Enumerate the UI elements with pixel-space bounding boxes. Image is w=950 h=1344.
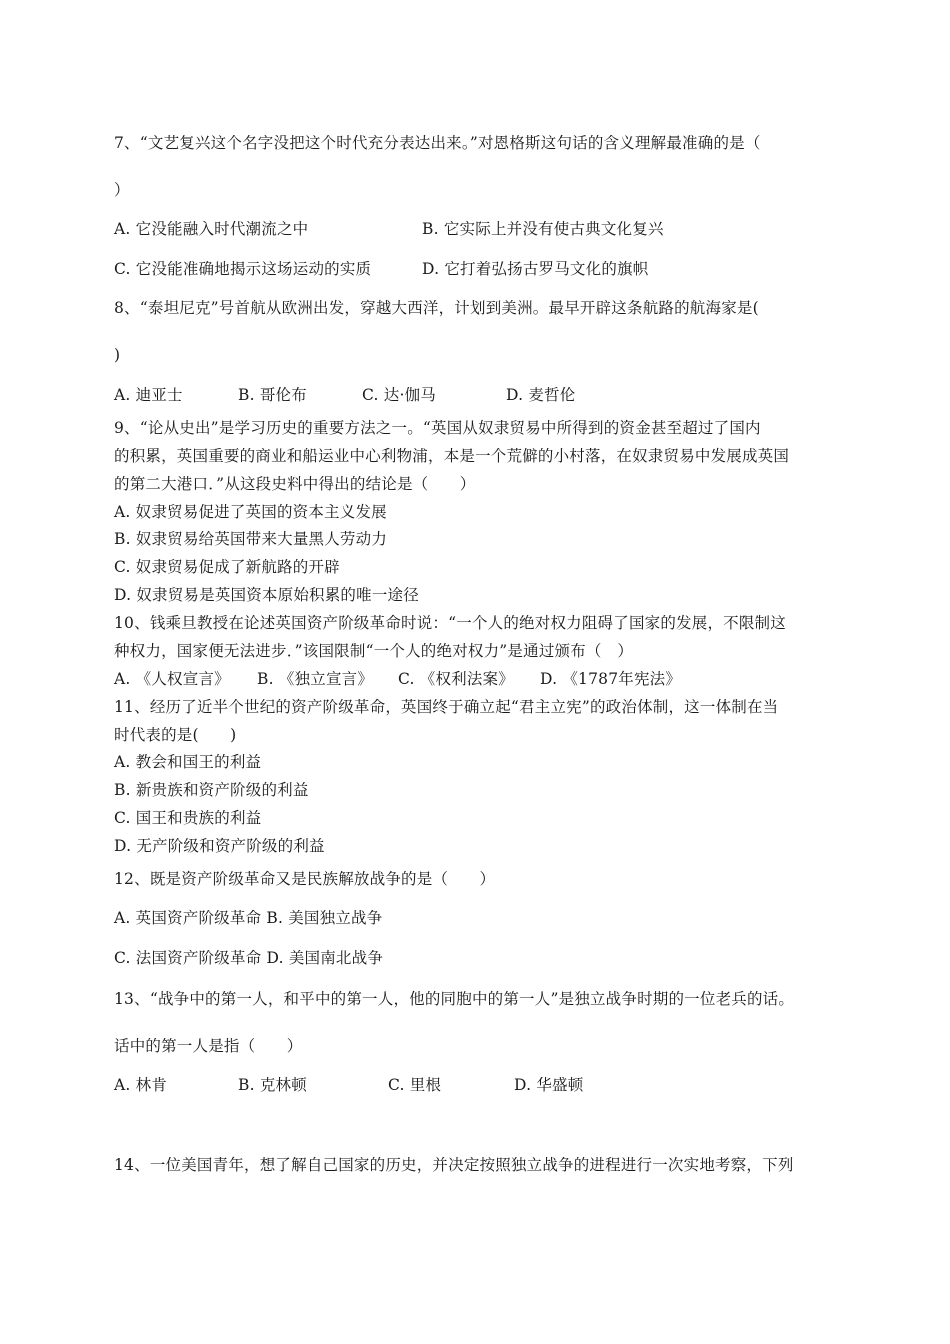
q8-option-a: A. 迪亚士 <box>114 386 183 404</box>
q7-paren: ） <box>114 181 130 199</box>
q10-line-2: 种权力，国家便无法进步．”该国限制“一个人的绝对权力”是通过颁布（ ） <box>114 642 634 660</box>
q13-option-b: B. 克林顿 <box>238 1076 307 1094</box>
q9-option-d: D. 奴隶贸易是英国资本原始积累的唯一途径 <box>114 586 419 604</box>
q9-line-3: 的第二大港口．”从这段史料中得出的结论是（ ） <box>114 475 476 493</box>
q10-option-d: D. 《1787年宪法》 <box>540 670 682 688</box>
q11-option-c: C. 国王和贵族的利益 <box>114 809 262 827</box>
q13-option-c: C. 里根 <box>388 1076 442 1094</box>
q11-option-d: D. 无产阶级和资产阶级的利益 <box>114 837 325 855</box>
q10-option-c: C. 《权利法案》 <box>398 670 514 688</box>
q13-line-1: 13、“战争中的第一人，和平中的第一人，他的同胞中的第一人”是独立战争时期的一位老兵的话。 <box>114 990 795 1008</box>
q8-paren: ) <box>114 346 121 364</box>
q13-option-d: D. 华盛顿 <box>514 1076 584 1094</box>
q7-option-d: D. 它打着弘扬古罗马文化的旗帜 <box>422 260 649 278</box>
q10-option-b: B. 《独立宣言》 <box>257 670 374 688</box>
q11-option-b: B. 新贵族和资产阶级的利益 <box>114 781 309 799</box>
q14-line-1: 14、一位美国青年，想了解自己国家的历史，并决定按照独立战争的进程进行一次实地考察，下列 <box>114 1156 794 1174</box>
q8-option-c: C. 达·伽马 <box>362 386 436 404</box>
q12-options-ab: A. 英国资产阶级革命 B. 美国独立战争 <box>114 909 383 927</box>
q7-option-a: A. 它没能融入时代潮流之中 <box>114 220 309 238</box>
q13-line-2: 话中的第一人是指（ ） <box>114 1037 303 1055</box>
q7-stem: 7、“文艺复兴这个名字没把这个时代充分表达出来。”对恩格斯这句话的含义理解最准确的是（ <box>114 134 761 152</box>
q9-option-b: B. 奴隶贸易给英国带来大量黑人劳动力 <box>114 530 388 548</box>
q9-line-1: 9、“论从史出”是学习历史的重要方法之一。“英国从奴隶贸易中所得到的资金甚至超过了国内 <box>114 419 761 437</box>
q7-option-b: B. 它实际上并没有使古典文化复兴 <box>422 220 664 238</box>
q9-line-2: 的积累，英国重要的商业和船运业中心利物浦，本是一个荒僻的小村落，在奴隶贸易中发展成英国 <box>114 447 790 465</box>
q11-line-2: 时代表的是( ) <box>114 726 237 744</box>
q9-option-c: C. 奴隶贸易促成了新航路的开辟 <box>114 558 340 576</box>
q8-stem: 8、“泰坦尼克”号首航从欧洲出发，穿越大西洋，计划到美洲。最早开辟这条航路的航海家是( <box>114 299 759 317</box>
q11-option-a: A. 教会和国王的利益 <box>114 753 262 771</box>
q7-option-c: C. 它没能准确地揭示这场运动的实质 <box>114 260 372 278</box>
q8-option-d: D. 麦哲伦 <box>506 386 576 404</box>
q8-option-b: B. 哥伦布 <box>238 386 307 404</box>
q13-option-a: A. 林肯 <box>114 1076 168 1094</box>
q12-stem: 12、既是资产阶级革命又是民族解放战争的是（ ） <box>114 870 496 888</box>
q12-options-cd: C. 法国资产阶级革命 D. 美国南北战争 <box>114 949 384 967</box>
q10-option-a: A. 《人权宣言》 <box>114 670 230 688</box>
q11-line-1: 11、经历了近半个世纪的资产阶级革命，英国终于确立起“君主立宪”的政治体制，这一体制在当 <box>114 698 779 716</box>
q10-line-1: 10、钱乘旦教授在论述英国资产阶级革命时说：“一个人的绝对权力阻碍了国家的发展，不限制这 <box>114 614 786 632</box>
q9-option-a: A. 奴隶贸易促进了英国的资本主义发展 <box>114 503 387 521</box>
